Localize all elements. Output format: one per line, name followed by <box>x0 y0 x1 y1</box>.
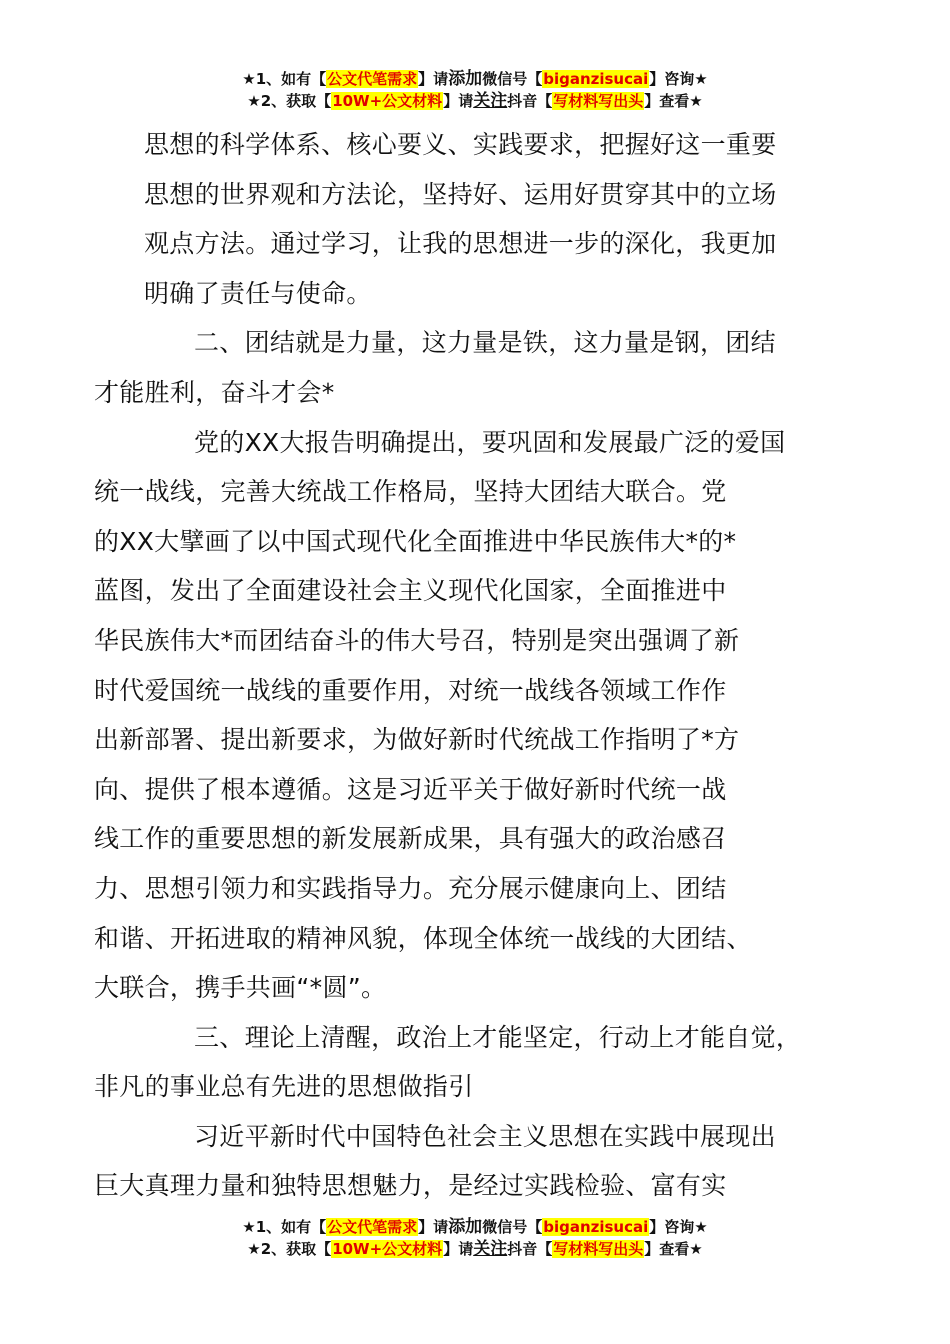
highlight-service: 公文代笔需求 <box>327 70 418 88</box>
highlight-douyin-account: 写材料写出头 <box>553 92 644 110</box>
section-heading-2: 二、团结就是力量，这力量是铁，这力量是钢，团结 才能胜利，奋斗才会* <box>94 328 776 407</box>
highlight-materials: 10W+公文材料 <box>332 1240 443 1258</box>
highlight-materials: 10W+公文材料 <box>332 92 443 110</box>
header-banner <box>0 68 950 112</box>
paragraph-united-front: 党的XX大报告明确提出，要巩固和发展最广泛的爱国 统一战线，完善大统战工作格局，坚持大团结大联合。党 的XX大擘画了以中国式现代化全面推进中华民族伟大*的* 蓝图，发出了全面建设社会主义现代化国家，全面推进中 华民族伟大*而团结奋斗的伟大号召，特别是突出强调了新 时代爱国统一战线的重要作用，对统一战线各领域工作作 出新部署、提出新要求，为做好新时代统战工作指明了*方 向、提供了根本遵循。这是习近平关于做好新时代统一战 线工作的重要思想的新发展新成果，具有强大的政治感召 力、思想引领力和实践指导力。充分展示健康向上、团结 和谐、开拓进取的精神风貌，体现全体统一战线的大团结、 大联合，携手共画“*圆”。 <box>94 427 786 1003</box>
highlight-wechat-id: biganzisucai <box>543 1218 649 1236</box>
highlight-douyin-account: 写材料写出头 <box>553 1240 644 1258</box>
banner-line-2: ★2、获取【10W+公文材料】请关注抖音【写材料写出头】查看★ <box>247 91 703 111</box>
section-heading-3: 三、理论上清醒，政治上才能坚定，行动上才能自觉， 非凡的事业总有先进的思想做指引 <box>94 1022 802 1102</box>
highlight-service: 公文代笔需求 <box>327 1218 418 1236</box>
document-body <box>94 120 806 1211</box>
banner-line-1: ★1、如有【公文代笔需求】请添加微信号【biganzisucai】咨询★ <box>242 1217 708 1237</box>
footer-banner <box>0 1216 950 1260</box>
banner-line-1: ★1、如有【公文代笔需求】请添加微信号【biganzisucai】咨询★ <box>242 69 708 89</box>
banner-line-2: ★2、获取【10W+公文材料】请关注抖音【写材料写出头】查看★ <box>247 1239 703 1259</box>
highlight-wechat-id: biganzisucai <box>543 70 649 88</box>
paragraph-thought: 习近平新时代中国特色社会主义思想在实践中展现出 巨大真理力量和独特思想魅力，是经过实践检验、富有实 <box>94 1121 776 1201</box>
paragraph-continuation: 思想的科学体系、核心要义、实践要求，把握好这一重要 思想的世界观和方法论，坚持好、运用好贯穿其中的立场 观点方法。通过学习，让我的思想进一步的深化，我更加 明确了责任与使命。 <box>144 130 777 308</box>
